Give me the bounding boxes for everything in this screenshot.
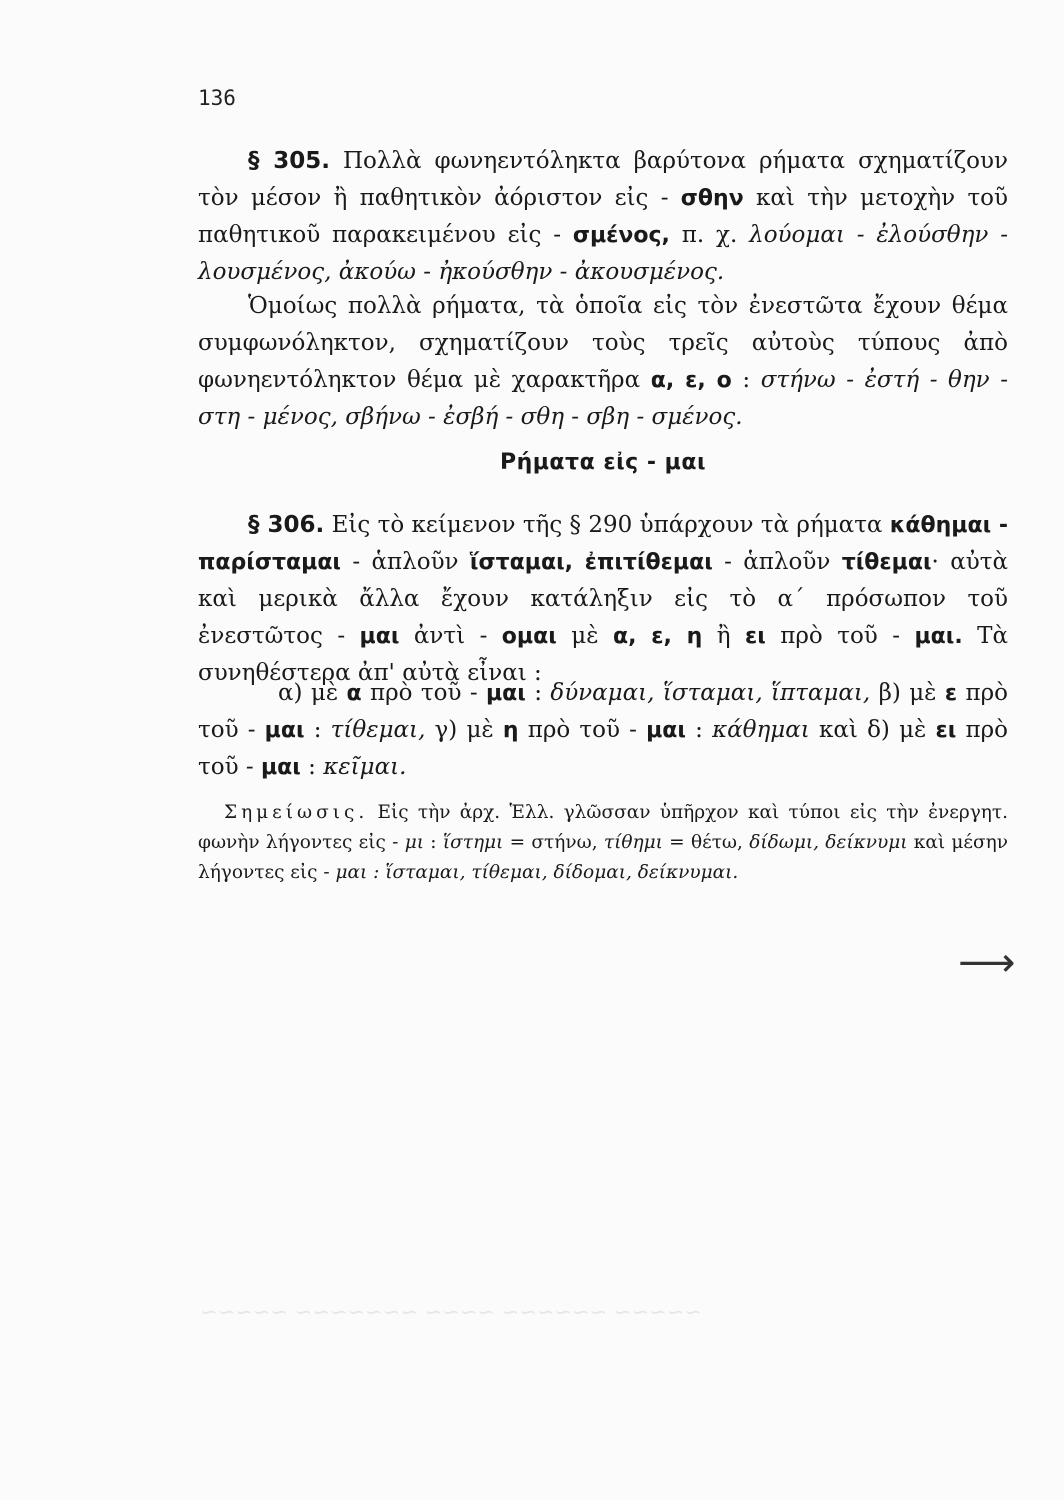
paragraph-306-list: α) μὲ α πρὸ τοῦ - μαι : δύναμαι, ἵσταμαι, ἵπταμαι, β) μὲ ε πρὸ τοῦ - μαι : τίθεμαι, γ) μὲ η πρὸ τοῦ - μαι : κάθημαι καὶ δ) μὲ ει πρὸ τοῦ - μαι : κεῖμαι.: [198, 680, 1009, 780]
section-heading: Ρήματα εἰς - μαι: [499, 450, 707, 475]
section-number-305: § 305.: [248, 148, 330, 174]
footnote-remark: Σημείωσις. Εἰς τὴν ἀρχ. Ἑλλ. γλῶσσαν ὑπῆρχον καὶ τύποι εἰς τὴν ἐνεργητ. φωνὴν λήγοντες εἰς - μι : ἵστημι = στήνω, τίθημι = θέτω, δίδωμι, δείκνυμι καὶ μέσην λήγοντες εἰς - μαι : ἵσταμαι, τίθεμαι, δίδομαι, δείκνυμαι.: [198, 802, 1008, 883]
right-arrow-icon: ⟶: [958, 940, 1016, 986]
page-number: 136: [198, 86, 236, 110]
paragraph-305: § 305. Πολλὰ φωνηεντόληκτα βαρύτονα ρήματα σχηματίζουν τὸν μέσον ἢ παθητικὸν ἀόριστον εἰς - σθην καὶ τὴν μετοχὴν τοῦ παθητικοῦ παρακειμένου εἰς - σμένος, π. χ. λούομαι - ἐλούσθην - λουσμένος, ἀκούω - ἠκούσθην - ἀκουσμένος.: [198, 148, 1008, 285]
paragraph-305-continued: Ὁμοίως πολλὰ ρήματα, τὰ ὁποῖα εἰς τὸν ἐνεστῶτα ἔχουν θέμα συμφωνόληκτον, σχηματίζουν τοὺς τρεῖς αὐτοὺς τύπους ἀπὸ φωνηεντόληκτον θέμα μὲ χαρακτῆρα α, ε, ο : στήνω - ἐστή - θην - στη - μένος, σβήνω - ἐσβή - σθη - σβη - σμένος.: [198, 293, 1009, 430]
section-number-306: § 306.: [248, 512, 325, 538]
bleed-through-decoration: ~~~~~ ~~~~~~ ~~~~ ~~~~~~~ ~~~~~: [200, 1300, 702, 1324]
note-label: Σημείωσις.: [224, 802, 369, 823]
paragraph-306: § 306. Εἰς τὸ κείμενον τῆς § 290 ὑπάρχουν τὰ ρήματα κάθημαι - παρίσταμαι - ἁπλοῦν ἵσταμαι, ἐπιτίθεμαι - ἁπλοῦν τίθεμαι· αὐτὰ καὶ μερικὰ ἄλλα ἔχουν κατάληξιν εἰς τὸ α΄ πρόσωπον τοῦ ἐνεστῶτος - μαι ἀντὶ - ομαι μὲ α, ε, η ἢ ει πρὸ τοῦ - μαι. Τὰ συνηθέστερα ἀπ' αὐτὰ εἶναι :: [198, 512, 1009, 686]
